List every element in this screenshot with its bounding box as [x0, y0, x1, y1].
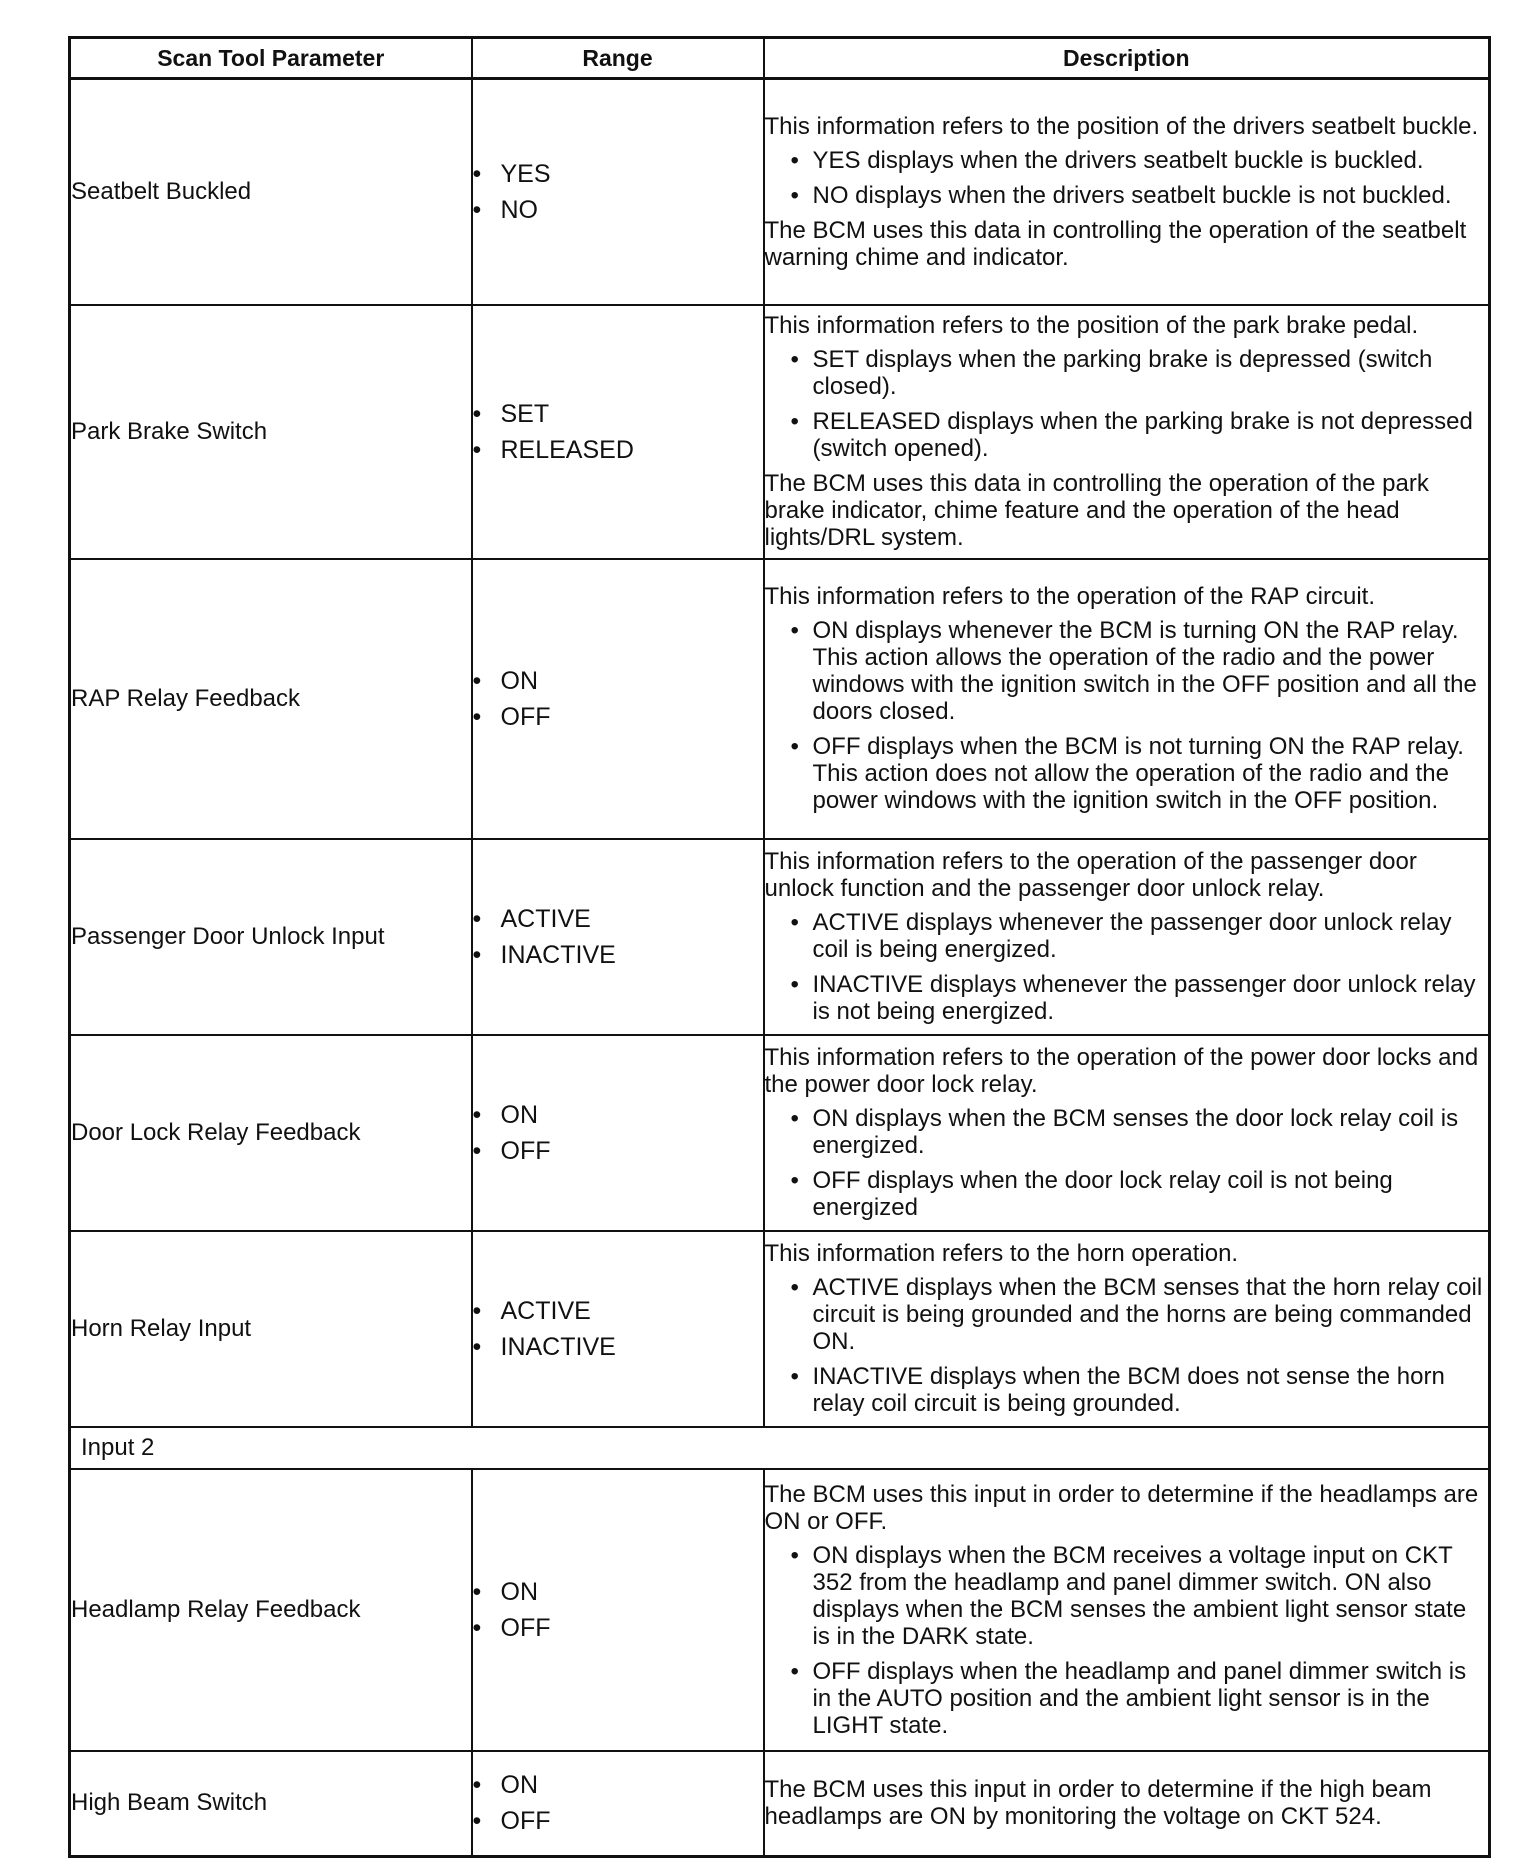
- range-value: • OFF: [473, 1803, 763, 1839]
- header-range: Range: [472, 38, 764, 79]
- description-outro: The BCM uses this data in controlling the operation of the park brake indicator, chime feature and the operation of the head lights/DRL system.: [764, 470, 1429, 551]
- range-value: • YES: [473, 156, 763, 192]
- range-value: • SET: [473, 396, 763, 432]
- table-row: [70, 839, 1490, 1035]
- parameter-name: Horn Relay Input: [70, 1231, 472, 1427]
- description-intro: This information refers to the operation of the RAP circuit.: [764, 583, 1376, 610]
- header-parameter: Scan Tool Parameter: [70, 38, 472, 79]
- table-row: [70, 559, 1490, 839]
- parameter-name: Seatbelt Buckled: [70, 79, 472, 305]
- range-cell: [472, 1469, 764, 1751]
- range-value: • ON: [473, 663, 763, 699]
- range-cell: [472, 1751, 764, 1857]
- description-cell: [764, 1035, 1490, 1231]
- description-bullet: • INACTIVE displays whenever the passenger door unlock relay is not being energized.: [765, 971, 1489, 1025]
- description-intro: This information refers to the position of the park brake pedal.: [764, 312, 1419, 339]
- range-cell: [472, 559, 764, 839]
- parameter-name: Passenger Door Unlock Input: [70, 839, 472, 1035]
- description-cell: [764, 79, 1490, 305]
- description-bullet: • ACTIVE displays whenever the passenger door unlock relay coil is being energized.: [765, 909, 1489, 963]
- scan-tool-parameter-table: [68, 36, 1491, 1858]
- range-value: • RELEASED: [473, 432, 763, 468]
- description-bullet: • ACTIVE displays when the BCM senses that the horn relay coil circuit is being grounded and the horns are being commanded ON.: [765, 1274, 1489, 1355]
- range-value: • OFF: [473, 699, 763, 735]
- description-bullet: • OFF displays when the headlamp and panel dimmer switch is in the AUTO position and the ambient light sensor is in the LIGHT state.: [765, 1658, 1489, 1739]
- description-bullet: • NO displays when the drivers seatbelt buckle is not buckled.: [765, 182, 1489, 209]
- range-value: • OFF: [473, 1610, 763, 1646]
- header-description: Description: [764, 38, 1490, 79]
- table-row: [70, 79, 1490, 305]
- description-cell: [764, 1751, 1490, 1857]
- table-row: [70, 1469, 1490, 1751]
- range-cell: [472, 1035, 764, 1231]
- table-row: [70, 1751, 1490, 1857]
- description-cell: [764, 839, 1490, 1035]
- description-cell: [764, 305, 1490, 559]
- range-value: • ON: [473, 1574, 763, 1610]
- parameter-name: RAP Relay Feedback: [70, 559, 472, 839]
- table-row: [70, 305, 1490, 559]
- range-value: • ACTIVE: [473, 901, 763, 937]
- table-row: [70, 1035, 1490, 1231]
- parameter-name: Park Brake Switch: [70, 305, 472, 559]
- parameter-name: Door Lock Relay Feedback: [70, 1035, 472, 1231]
- range-value: • ON: [473, 1767, 763, 1803]
- range-cell: [472, 1231, 764, 1427]
- range-value: • INACTIVE: [473, 1329, 763, 1365]
- table-header-row: [70, 38, 1490, 79]
- description-bullet: • ON displays when the BCM senses the door lock relay coil is energized.: [765, 1105, 1489, 1159]
- range-value: • INACTIVE: [473, 937, 763, 973]
- range-cell: [472, 839, 764, 1035]
- section-label: Input 2: [70, 1427, 1490, 1469]
- description-bullet: • RELEASED displays when the parking brake is not depressed (switch opened).: [765, 408, 1489, 462]
- description-bullet: • OFF displays when the BCM is not turning ON the RAP relay. This action does not allow the operation of the radio and the power windows with the ignition switch in the OFF position.: [765, 733, 1489, 814]
- description-intro: The BCM uses this input in order to determine if the high beam headlamps are ON by monitoring the voltage on CKT 524.: [764, 1776, 1432, 1831]
- description-intro: The BCM uses this input in order to determine if the headlamps are ON or OFF.: [764, 1480, 1479, 1535]
- description-cell: [764, 1469, 1490, 1751]
- range-value: • OFF: [473, 1133, 763, 1169]
- description-bullet: • ON displays whenever the BCM is turning ON the RAP relay. This action allows the operation of the radio and the power windows with the ignition switch in the OFF position and all the doors closed.: [765, 617, 1489, 725]
- description-intro: This information refers to the operation of the passenger door unlock function and the passenger door unlock relay.: [764, 848, 1417, 902]
- scan-tool-data-sheet: [68, 36, 1488, 1858]
- table-row: [70, 1231, 1490, 1427]
- description-intro: This information refers to the horn operation.: [764, 1240, 1239, 1267]
- description-bullet: • SET displays when the parking brake is depressed (switch closed).: [765, 346, 1489, 400]
- range-cell: [472, 305, 764, 559]
- range-value: • ON: [473, 1097, 763, 1133]
- range-cell: [472, 79, 764, 305]
- description-cell: [764, 559, 1490, 839]
- description-bullet: • INACTIVE displays when the BCM does not sense the horn relay coil circuit is being grounded.: [765, 1363, 1489, 1417]
- description-outro: The BCM uses this data in controlling the operation of the seatbelt warning chime and indicator.: [764, 216, 1467, 271]
- description-bullet: • OFF displays when the door lock relay coil is not being energized: [765, 1167, 1489, 1221]
- description-bullet: • ON displays when the BCM receives a voltage input on CKT 352 from the headlamp and panel dimmer switch. ON also displays when the BCM senses the ambient light sensor state is in the DARK state.: [765, 1542, 1489, 1650]
- section-row: [70, 1427, 1490, 1469]
- description-cell: [764, 1231, 1490, 1427]
- description-bullet: • YES displays when the drivers seatbelt buckle is buckled.: [765, 147, 1489, 174]
- range-value: • NO: [473, 192, 763, 228]
- parameter-name: Headlamp Relay Feedback: [70, 1469, 472, 1751]
- range-value: • ACTIVE: [473, 1293, 763, 1329]
- description-intro: This information refers to the operation of the power door locks and the power door lock relay.: [764, 1044, 1479, 1098]
- parameter-name: High Beam Switch: [70, 1751, 472, 1857]
- description-intro: This information refers to the position of the drivers seatbelt buckle.: [764, 112, 1479, 140]
